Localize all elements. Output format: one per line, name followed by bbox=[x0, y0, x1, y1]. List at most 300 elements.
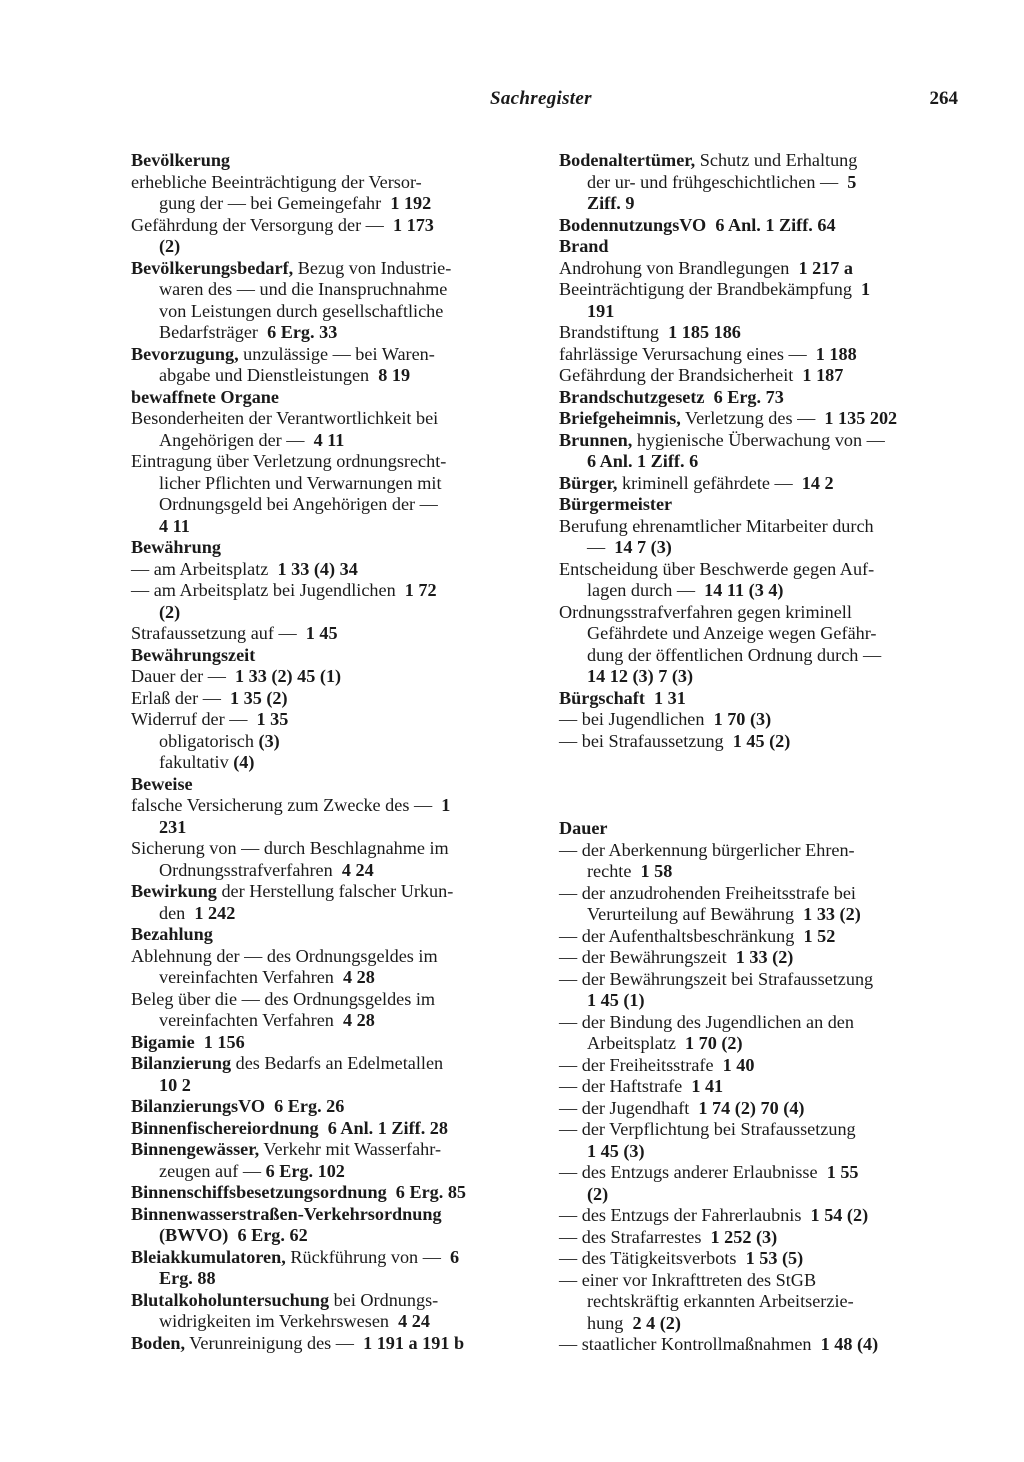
index-entry bbox=[131, 774, 531, 796]
index-text: zeugen auf — bbox=[159, 1160, 266, 1181]
index-term-bold: Beweise bbox=[131, 773, 193, 794]
index-entry bbox=[559, 344, 958, 366]
index-entry-line bbox=[131, 580, 531, 602]
index-term-bold: 1 53 (5) bbox=[745, 1248, 804, 1268]
index-term-bold: 1 70 (2) bbox=[684, 1033, 743, 1053]
index-text: des Bedarfs an Edelmetallen bbox=[231, 1053, 444, 1073]
index-text: Erlaß der — bbox=[131, 687, 230, 708]
index-term-bold: 1 52 bbox=[803, 925, 836, 946]
index-text: — der Jugendhaft bbox=[559, 1097, 699, 1118]
index-entry-continuation bbox=[131, 602, 531, 624]
index-entry-line bbox=[131, 645, 531, 667]
index-entry-line bbox=[131, 215, 531, 237]
index-entry bbox=[131, 1118, 531, 1140]
index-entry bbox=[559, 1055, 958, 1077]
index-term-bold: 1 35 bbox=[256, 709, 289, 729]
index-text: Dauer der — bbox=[131, 666, 236, 686]
index-term-bold: Binnengewässer, bbox=[131, 1139, 260, 1159]
index-entry bbox=[559, 602, 958, 688]
index-term-bold: 1 185 186 bbox=[668, 322, 741, 342]
index-term-bold: Bevölkerungsbedarf, bbox=[131, 257, 294, 278]
index-term-bold: 4 24 bbox=[341, 859, 374, 880]
index-entry-line bbox=[131, 1204, 531, 1226]
index-term-bold: 1 40 bbox=[722, 1054, 755, 1075]
index-term-bold: 6 Erg. 85 bbox=[395, 1182, 467, 1202]
index-term-bold: 1 173 bbox=[392, 214, 434, 235]
index-text: — des Strafarrestes bbox=[559, 1226, 711, 1247]
index-term-bold: 10 2 bbox=[159, 1074, 191, 1095]
index-entry bbox=[559, 215, 958, 237]
index-entry bbox=[131, 1290, 531, 1333]
index-text: rechtskräftig erkannten Arbeitserzie- bbox=[587, 1291, 854, 1311]
index-term-bold: 4 28 bbox=[342, 967, 375, 987]
index-entry bbox=[131, 666, 531, 688]
index-entry-line bbox=[131, 1118, 531, 1140]
index-entry bbox=[131, 1053, 531, 1096]
index-text: Eintragung über Verletzung ordnungsrecht- bbox=[131, 451, 447, 471]
index-entry-line bbox=[559, 1055, 958, 1077]
index-entry bbox=[131, 881, 531, 924]
index-entry-line bbox=[131, 1053, 531, 1075]
index-term-bold: Bürger, bbox=[559, 472, 618, 493]
index-text: Sicherung von — durch Beschlagnahme im bbox=[131, 838, 449, 858]
index-text: licher Pflichten und Verwarnungen mit bbox=[159, 472, 442, 493]
index-entry-line bbox=[131, 946, 531, 968]
index-entry-continuation bbox=[559, 580, 958, 602]
index-entry-continuation bbox=[131, 1075, 531, 1097]
index-term-bold: Bleiakkumulatoren, bbox=[131, 1246, 286, 1267]
index-text: Schutz und Erhaltung bbox=[695, 150, 858, 170]
index-text: den bbox=[159, 902, 195, 923]
index-entry-line bbox=[131, 1247, 531, 1269]
index-entry bbox=[131, 559, 531, 581]
index-entry-continuation bbox=[131, 473, 531, 495]
running-title: Sachregister bbox=[490, 88, 592, 109]
index-term-bold: 1 242 bbox=[194, 902, 236, 923]
index-entry-line bbox=[131, 408, 531, 430]
index-entry-line bbox=[559, 1162, 958, 1184]
index-term-bold: (2) bbox=[159, 236, 181, 256]
index-entry-line bbox=[559, 926, 958, 948]
index-term-bold: 1 252 (3) bbox=[710, 1226, 778, 1247]
index-term-bold: (3) bbox=[258, 730, 280, 751]
index-term-bold: Bürgschaft bbox=[559, 687, 645, 708]
index-entry-continuation bbox=[131, 731, 531, 753]
index-term-bold: 1 bbox=[861, 279, 871, 299]
index-entry bbox=[559, 494, 958, 516]
index-term-bold: 1 192 bbox=[390, 193, 432, 213]
index-entry-line bbox=[131, 1182, 531, 1204]
index-entry-line bbox=[559, 387, 958, 409]
index-term-bold: Bigamie bbox=[131, 1031, 195, 1052]
index-text: Strafaussetzung auf — bbox=[131, 623, 306, 643]
index-entry-line bbox=[559, 731, 958, 753]
index-text: Rückführung von — bbox=[285, 1246, 450, 1267]
index-entry-line bbox=[559, 344, 958, 366]
index-entry-line bbox=[559, 1248, 958, 1270]
index-term-bold: Blutalkoholuntersuchung bbox=[131, 1289, 330, 1310]
index-text: Besonderheiten der Verantwortlichkeit bei bbox=[131, 408, 439, 428]
index-entry bbox=[131, 387, 531, 409]
index-entry-continuation bbox=[131, 494, 531, 516]
index-entry bbox=[559, 279, 958, 322]
index-entry bbox=[131, 1247, 531, 1290]
index-text: — der Bewährungszeit bei Strafaussetzung bbox=[559, 968, 874, 989]
index-entry bbox=[559, 1205, 958, 1227]
index-entry-continuation bbox=[559, 666, 958, 688]
index-term-bold: 1 72 bbox=[404, 580, 437, 600]
index-term-bold: 1 54 (2) bbox=[810, 1205, 869, 1225]
index-text: hung bbox=[587, 1312, 633, 1333]
index-entry-line bbox=[559, 1227, 958, 1249]
index-text: widrigkeiten im Verkehrswesen bbox=[159, 1311, 399, 1331]
index-entry-line bbox=[131, 150, 531, 172]
index-entry-line bbox=[131, 387, 531, 409]
index-term-bold: 1 188 bbox=[815, 343, 857, 364]
index-entry bbox=[131, 688, 531, 710]
index-text: rechte bbox=[587, 861, 641, 881]
index-entry-line bbox=[559, 408, 958, 430]
index-entry bbox=[559, 1012, 958, 1055]
index-term-bold: bewaffnete Organe bbox=[131, 386, 279, 407]
index-entry-continuation bbox=[559, 301, 958, 323]
index-entry-continuation bbox=[131, 752, 531, 774]
index-text: Verurteilung auf Bewährung bbox=[587, 904, 804, 924]
index-entry-line bbox=[559, 215, 958, 237]
index-entry-line bbox=[559, 1076, 958, 1098]
index-text: obligatorisch bbox=[159, 730, 259, 751]
index-term-bold: 1 bbox=[441, 795, 451, 815]
index-entry bbox=[559, 1162, 958, 1205]
index-entry-line bbox=[559, 258, 958, 280]
index-term-bold: 14 2 bbox=[801, 472, 834, 493]
index-entry-line bbox=[559, 883, 958, 905]
index-entry-line bbox=[131, 688, 531, 710]
index-term-bold: 6 Erg. 33 bbox=[267, 322, 338, 342]
index-entry-line bbox=[131, 989, 531, 1011]
index-entry-line bbox=[559, 365, 958, 387]
index-text: Angehörigen der — bbox=[159, 429, 314, 450]
index-entry bbox=[131, 1139, 531, 1182]
index-term-bold: (2) bbox=[159, 601, 181, 622]
index-text: — des Entzugs anderer Erlaubnisse bbox=[559, 1162, 827, 1182]
index-entry bbox=[559, 840, 958, 883]
index-text: — der anzudrohenden Freiheitsstrafe bei bbox=[559, 882, 856, 903]
index-text: erhebliche Beeinträchtigung der Versor- bbox=[131, 171, 422, 192]
index-term-bold: 1 45 (2) bbox=[732, 730, 791, 751]
index-entry bbox=[559, 236, 958, 258]
index-term-bold: 231 bbox=[159, 816, 187, 837]
index-text: — der Bindung des Jugendlichen an den bbox=[559, 1011, 854, 1032]
index-term-bold: Bilanzierung bbox=[131, 1053, 232, 1073]
index-entry-continuation bbox=[131, 279, 531, 301]
index-text: Gefährdung der Versorgung der — bbox=[131, 214, 393, 235]
index-term-bold: 6 Anl. 1 Ziff. 64 bbox=[715, 214, 836, 235]
index-term-bold: Bezahlung bbox=[131, 924, 213, 944]
index-term-bold: Brand bbox=[559, 236, 609, 256]
index-term-bold: 1 41 bbox=[691, 1076, 724, 1096]
index-entry bbox=[131, 408, 531, 451]
index-text: Ordnungsstrafverfahren bbox=[159, 859, 342, 880]
index-entry bbox=[131, 709, 531, 774]
index-entry-line bbox=[131, 1096, 531, 1118]
index-entry bbox=[559, 365, 958, 387]
index-text: unzulässige — bei Waren- bbox=[238, 343, 435, 364]
index-entry-line bbox=[559, 473, 958, 495]
index-entry-line bbox=[131, 924, 531, 946]
index-term-bold: Bevorzugung, bbox=[131, 343, 239, 364]
index-term-bold: 1 45 (3) bbox=[587, 1140, 645, 1161]
index-entry bbox=[131, 924, 531, 946]
index-entry bbox=[131, 623, 531, 645]
index-term-bold: 1 33 (4) 34 bbox=[277, 558, 358, 579]
index-term-bold: Erg. 88 bbox=[159, 1268, 216, 1288]
index-column-left bbox=[131, 150, 531, 1354]
index-text: — am Arbeitsplatz bbox=[131, 558, 278, 579]
index-entry bbox=[559, 516, 958, 559]
index-term-bold: Brunnen, bbox=[559, 429, 633, 450]
index-section-d bbox=[559, 818, 958, 1356]
index-term-bold: 1 31 bbox=[653, 687, 686, 708]
index-entry-line bbox=[131, 1032, 531, 1054]
index-text: bei Ordnungs- bbox=[329, 1289, 439, 1310]
index-entry bbox=[131, 1333, 531, 1355]
index-term-bold: 1 35 (2) bbox=[229, 687, 288, 708]
index-entry bbox=[559, 387, 958, 409]
index-term-bold: 1 156 bbox=[203, 1031, 245, 1052]
index-text: — der Bewährungszeit bbox=[559, 947, 736, 967]
index-entry-line bbox=[559, 236, 958, 258]
index-entry bbox=[131, 1182, 531, 1204]
index-term-bold: 1 55 bbox=[826, 1162, 859, 1182]
index-entry bbox=[559, 258, 958, 280]
index-entry bbox=[559, 883, 958, 926]
index-entry-line bbox=[131, 623, 531, 645]
index-term-bold: 4 28 bbox=[342, 1010, 375, 1030]
index-entry-line bbox=[559, 1334, 958, 1356]
index-text: Bezug von Industrie- bbox=[293, 257, 452, 278]
index-entry-line bbox=[559, 602, 958, 624]
index-text: — der Haftstrafe bbox=[559, 1076, 692, 1096]
index-term-bold: (BWVO) bbox=[159, 1225, 229, 1245]
index-text: — der Freiheitsstrafe bbox=[559, 1054, 723, 1075]
index-term-bold: 6 Erg. 62 bbox=[237, 1225, 308, 1245]
index-term-bold: 2 4 (2) bbox=[632, 1312, 681, 1333]
section-gap bbox=[559, 752, 958, 818]
index-term-bold: Boden, bbox=[131, 1332, 186, 1353]
index-entry-line bbox=[131, 344, 531, 366]
index-entry-line bbox=[131, 1290, 531, 1312]
index-entry-line bbox=[559, 840, 958, 862]
index-entry bbox=[559, 709, 958, 731]
index-section-b bbox=[559, 150, 958, 752]
index-text: Entscheidung über Beschwerde gegen Auf- bbox=[559, 558, 875, 579]
index-term-bold: 14 12 (3) 7 (3) bbox=[587, 666, 694, 686]
index-entry bbox=[131, 258, 531, 344]
index-text: abgabe und Dienstleistungen bbox=[159, 365, 379, 385]
index-term-bold: 6 Erg. 26 bbox=[274, 1096, 345, 1116]
index-entry bbox=[559, 731, 958, 753]
index-text bbox=[195, 1032, 204, 1052]
index-text: — der Aberkennung bürgerlicher Ehren- bbox=[559, 839, 855, 860]
index-entry bbox=[559, 473, 958, 495]
index-entry-continuation bbox=[131, 322, 531, 344]
index-entry-line bbox=[131, 795, 531, 817]
index-entry-continuation bbox=[131, 1010, 531, 1032]
index-text: Arbeitsplatz bbox=[587, 1033, 685, 1053]
index-term-bold: 1 45 bbox=[305, 623, 338, 643]
index-entry-continuation bbox=[131, 430, 531, 452]
index-text: dung der öffentlichen Ordnung durch — bbox=[587, 644, 882, 665]
index-term-bold: 191 bbox=[587, 300, 615, 321]
index-entry-continuation bbox=[131, 301, 531, 323]
index-entry-line bbox=[131, 451, 531, 473]
index-entry-continuation bbox=[131, 236, 531, 258]
index-entry-continuation bbox=[131, 1311, 531, 1333]
index-entry-continuation bbox=[131, 967, 531, 989]
index-entry bbox=[131, 215, 531, 258]
index-text: fahrlässige Verursachung eines — bbox=[559, 343, 816, 364]
index-term-bold: 4 11 bbox=[159, 515, 190, 536]
index-entry-continuation bbox=[131, 193, 531, 215]
index-entry-continuation bbox=[131, 817, 531, 839]
index-term-bold: Ziff. 9 bbox=[587, 193, 635, 213]
index-text: — staatlicher Kontrollmaßnahmen bbox=[559, 1334, 821, 1354]
index-term-bold: 1 191 a 191 b bbox=[363, 1332, 465, 1353]
index-text: Berufung ehrenamtlicher Mitarbeiter durch bbox=[559, 515, 874, 536]
index-entry bbox=[559, 1076, 958, 1098]
index-term-bold: Bevölkerung bbox=[131, 150, 231, 170]
index-entry bbox=[559, 1248, 958, 1270]
index-entry-line bbox=[131, 666, 531, 688]
index-entry-line bbox=[559, 818, 958, 840]
index-text: Beeinträchtigung der Brandbekämpfung bbox=[559, 279, 862, 299]
index-text: falsche Versicherung zum Zwecke des — bbox=[131, 795, 442, 815]
index-entry-continuation bbox=[559, 1141, 958, 1163]
index-entry-line bbox=[559, 1012, 958, 1034]
index-term-bold: 1 48 (4) bbox=[820, 1334, 879, 1354]
index-entry bbox=[131, 795, 531, 838]
index-entry-line bbox=[131, 172, 531, 194]
index-entry-line bbox=[131, 1333, 531, 1355]
index-entry-line bbox=[131, 559, 531, 581]
index-entry-continuation bbox=[131, 860, 531, 882]
index-entry-continuation bbox=[131, 365, 531, 387]
index-text: — der Verpflichtung bei Strafaussetzung bbox=[559, 1119, 856, 1139]
index-entry-line bbox=[559, 688, 958, 710]
index-text bbox=[387, 1182, 396, 1202]
index-entry-continuation bbox=[559, 172, 958, 194]
index-entry-line bbox=[559, 430, 958, 452]
index-term-bold: 1 33 (2) bbox=[803, 904, 861, 924]
index-entry bbox=[559, 926, 958, 948]
index-term-bold: Briefgeheimnis, bbox=[559, 408, 681, 428]
index-term-bold: 1 33 (2) 45 (1) bbox=[235, 666, 342, 686]
index-entry-line bbox=[559, 1119, 958, 1141]
index-entry-line bbox=[559, 279, 958, 301]
index-entry bbox=[131, 1204, 531, 1247]
index-text: hygienische Überwachung von — bbox=[632, 429, 885, 450]
index-entry-line bbox=[559, 1205, 958, 1227]
index-text bbox=[319, 1118, 328, 1138]
index-entry bbox=[559, 688, 958, 710]
index-entry-line bbox=[559, 559, 958, 581]
index-text: Verletzung des — bbox=[680, 408, 825, 428]
index-text bbox=[645, 688, 654, 708]
index-text: Widerruf der — bbox=[131, 709, 257, 729]
index-entry bbox=[559, 1119, 958, 1162]
index-text: kriminell gefährdete — bbox=[617, 472, 802, 493]
index-term-bold: Binnenfischereiordnung bbox=[131, 1117, 319, 1138]
index-text: Beleg über die — des Ordnungsgeldes im bbox=[131, 988, 436, 1009]
index-text: von Leistungen durch gesellschaftliche bbox=[159, 300, 444, 321]
index-entry-continuation bbox=[559, 645, 958, 667]
index-entry bbox=[559, 408, 958, 430]
index-term-bold: 1 217 a bbox=[798, 257, 853, 278]
index-entry-continuation bbox=[559, 904, 958, 926]
index-entry-continuation bbox=[559, 1291, 958, 1313]
index-entry bbox=[131, 451, 531, 537]
index-term-bold: 4 24 bbox=[398, 1311, 430, 1331]
index-term-bold: BodennutzungsVO bbox=[559, 214, 707, 235]
index-term-bold: 6 Erg. 102 bbox=[265, 1160, 345, 1181]
index-entry bbox=[131, 1032, 531, 1054]
index-entry-continuation bbox=[131, 1161, 531, 1183]
index-text: — einer vor Inkrafttreten des StGB bbox=[559, 1269, 817, 1290]
index-column-right bbox=[559, 150, 958, 1356]
index-term-bold: Bürgermeister bbox=[559, 494, 673, 514]
index-text: — am Arbeitsplatz bei Jugendlichen bbox=[131, 580, 405, 600]
index-entry-continuation bbox=[559, 1313, 958, 1335]
index-entry-continuation bbox=[131, 516, 531, 538]
index-entry bbox=[559, 1227, 958, 1249]
index-text: — bei Jugendlichen bbox=[559, 709, 714, 729]
index-term-bold: Binnenwasserstraßen-Verkehrsordnung bbox=[131, 1203, 442, 1224]
index-term-bold: 14 11 (3 4) bbox=[704, 580, 784, 600]
index-entry bbox=[559, 969, 958, 1012]
index-entry-continuation bbox=[131, 1225, 531, 1247]
index-text: lagen durch — bbox=[587, 580, 705, 600]
index-entry bbox=[559, 322, 958, 344]
index-entry bbox=[559, 1334, 958, 1356]
index-entry-line bbox=[131, 709, 531, 731]
index-term-bold: 6 Erg. 73 bbox=[713, 386, 784, 407]
index-entry-line bbox=[131, 258, 531, 280]
index-text: der ur- und frühgeschichtlichen — bbox=[587, 171, 848, 192]
index-entry bbox=[131, 645, 531, 667]
index-entry bbox=[559, 818, 958, 840]
index-text: — des Tätigkeitsverbots bbox=[559, 1248, 746, 1268]
index-entry bbox=[131, 946, 531, 989]
index-text bbox=[265, 1096, 274, 1116]
index-entry-line bbox=[559, 709, 958, 731]
index-term-bold: 1 45 (1) bbox=[587, 990, 645, 1010]
index-entry-line bbox=[559, 322, 958, 344]
index-term-bold: Bewirkung bbox=[131, 881, 217, 901]
index-entry-line bbox=[131, 774, 531, 796]
index-text: — des Entzugs der Fahrerlaubnis bbox=[559, 1205, 811, 1225]
index-entry-continuation bbox=[559, 623, 958, 645]
index-entry-continuation bbox=[131, 903, 531, 925]
index-term-bold: 1 74 (2) 70 (4) bbox=[698, 1097, 805, 1118]
index-entry bbox=[559, 947, 958, 969]
index-entry-line bbox=[131, 1139, 531, 1161]
index-entry-line bbox=[559, 494, 958, 516]
index-entry-line bbox=[559, 1270, 958, 1292]
index-text: waren des — und die Inanspruchnahme bbox=[159, 279, 448, 299]
index-entry bbox=[559, 1098, 958, 1120]
index-text: fakultativ bbox=[159, 752, 234, 772]
